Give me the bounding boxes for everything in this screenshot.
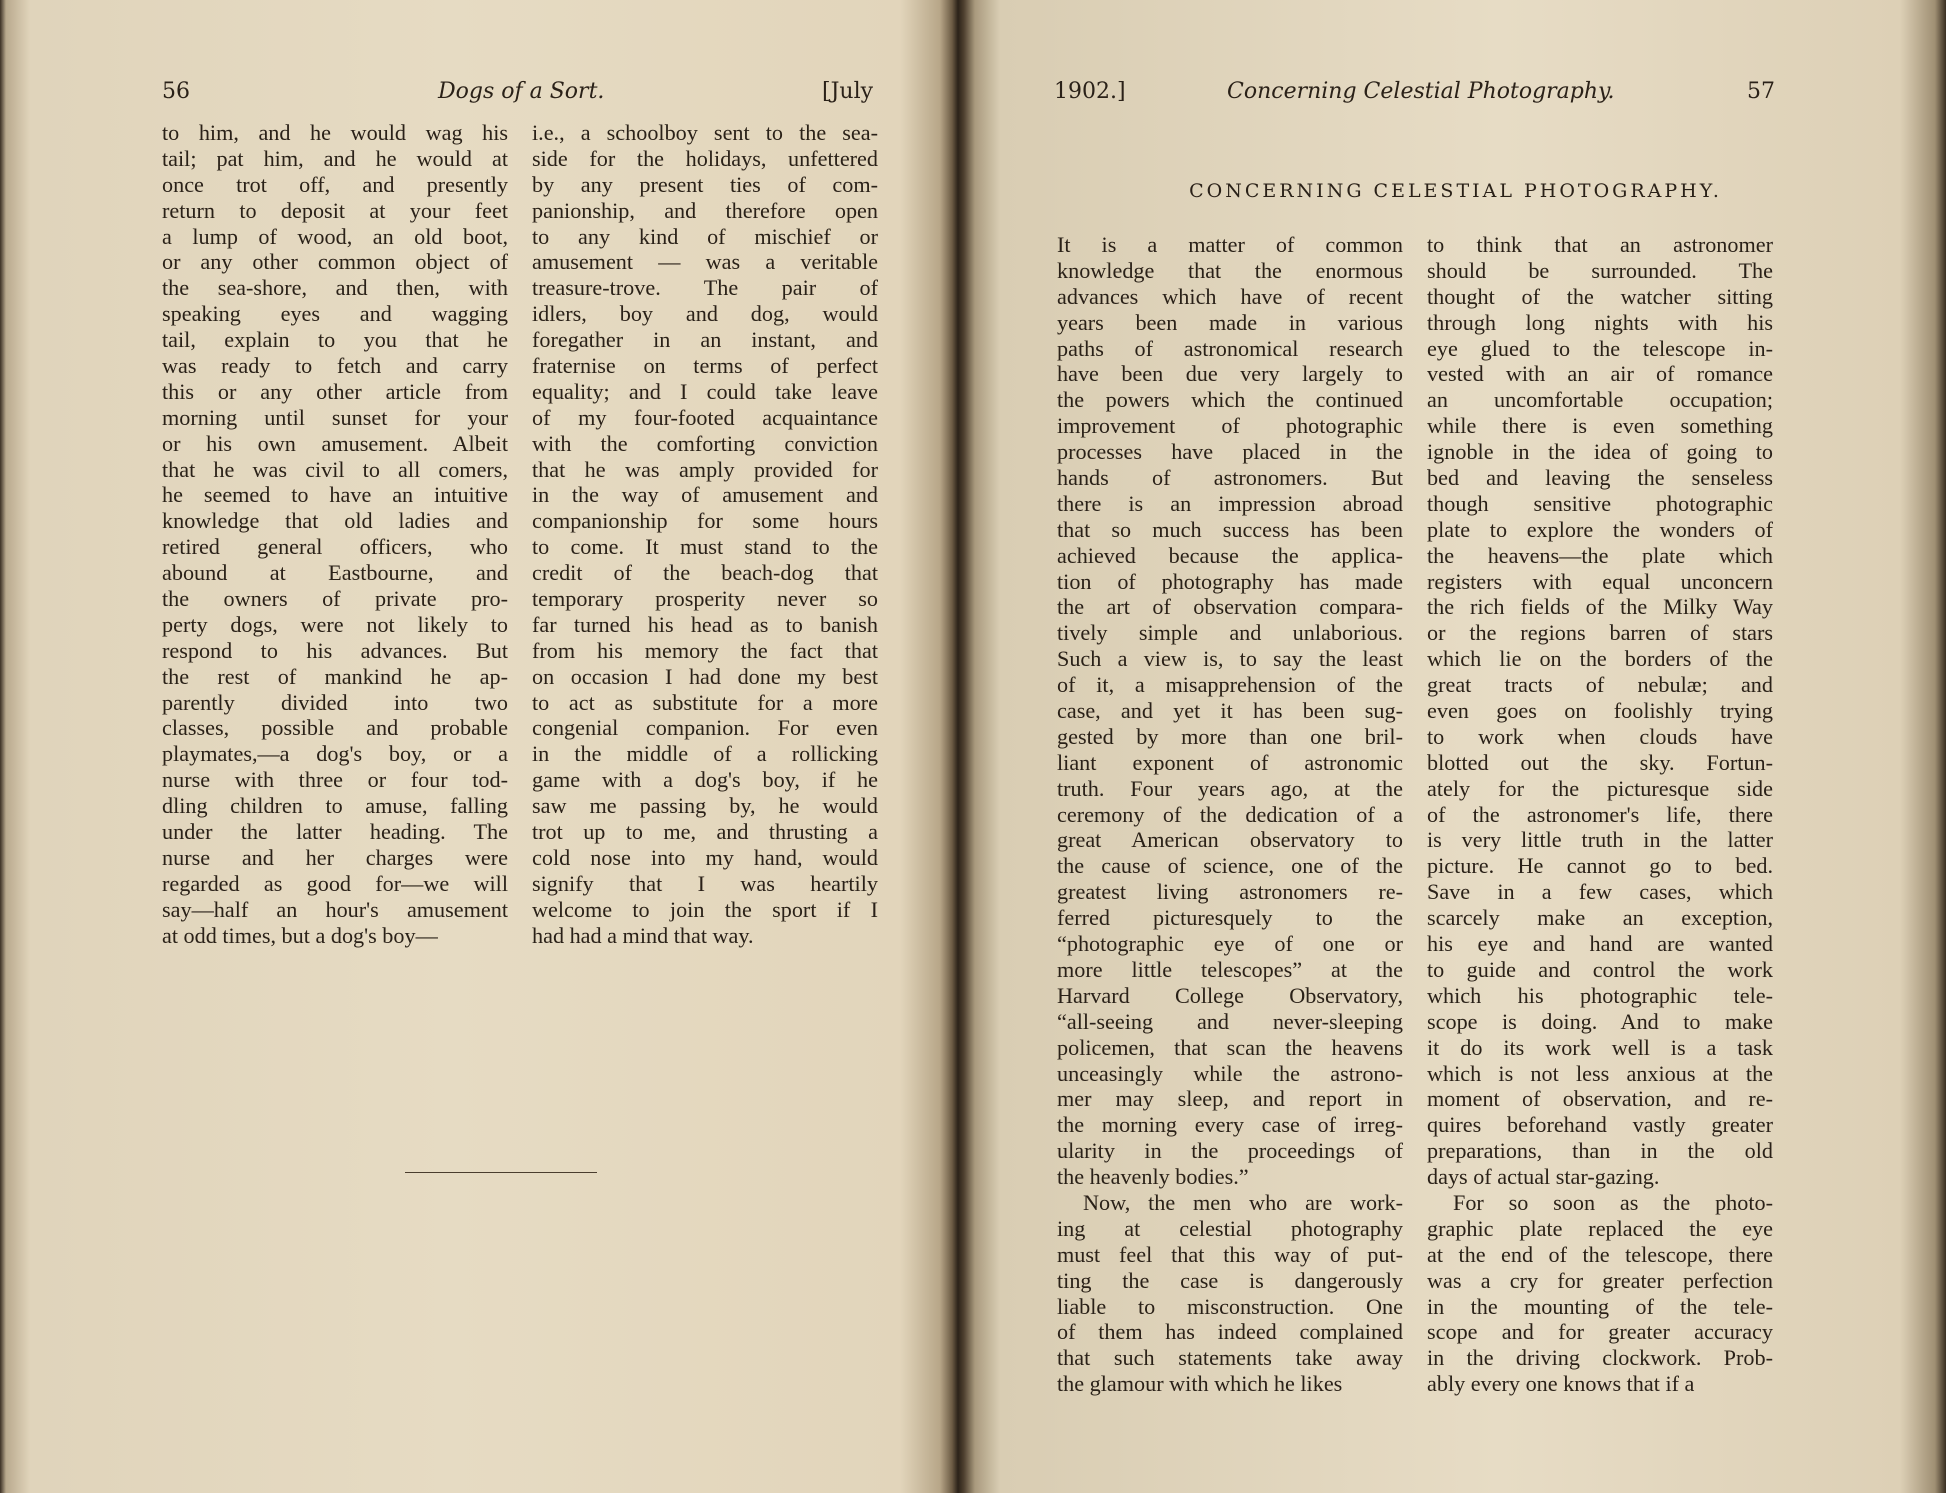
text-line: or the regions barren of stars <box>1427 620 1773 646</box>
text-line: registers with equal unconcern <box>1427 568 1773 594</box>
text-line: temporary prosperity never so <box>532 586 878 612</box>
text-line: It is a matter of common <box>1057 232 1403 257</box>
text-line: picture. He cannot go to bed. <box>1427 853 1773 879</box>
text-line: dling children to amuse, falling <box>162 793 508 819</box>
text-line: the owners of private pro- <box>162 586 508 612</box>
text-line: return to deposit at your feet <box>162 197 508 223</box>
text-line: knowledge that the enormous <box>1057 257 1403 283</box>
text-line: from his memory the fact that <box>532 637 878 663</box>
text-line: ularity in the proceedings of <box>1057 1138 1403 1164</box>
page-number: 57 <box>1747 79 1775 104</box>
text-line: welcome to join the sport if I <box>532 896 878 922</box>
text-line: For so soon as the photo- <box>1453 1189 1773 1215</box>
text-line: which is not less anxious at the <box>1427 1060 1773 1086</box>
text-line: cold nose into my hand, would <box>532 844 878 870</box>
running-date: [July <box>822 79 874 104</box>
text-line: respond to his advances. But <box>162 637 508 663</box>
text-line: in the middle of a rollicking <box>532 741 878 767</box>
text-line: gested by more than one bril- <box>1057 723 1403 749</box>
text-line: at the end of the telescope, there <box>1427 1241 1773 1267</box>
text-line: retired general officers, who <box>162 534 508 560</box>
text-line: game with a dog's boy, if he <box>532 767 878 793</box>
text-line: once trot off, and presently <box>162 171 508 197</box>
text-line: regarded as good for—we will <box>162 870 508 896</box>
page-number: 56 <box>162 79 190 104</box>
text-line: is very little truth in the latter <box>1427 827 1773 853</box>
text-line: i.e., a schoolboy sent to the sea- <box>532 120 878 145</box>
text-line: to think that an astronomer <box>1427 232 1773 257</box>
text-line: the rest of mankind he ap- <box>162 663 508 689</box>
text-line: side for the holidays, unfettered <box>532 145 878 171</box>
text-line: in the driving clockwork. Prob- <box>1427 1345 1773 1371</box>
text-line: nurse and her charges were <box>162 844 508 870</box>
text-line: policemen, that scan the heavens <box>1057 1034 1403 1060</box>
text-line: thought of the watcher sitting <box>1427 283 1773 309</box>
text-line: under the latter heading. The <box>162 819 508 845</box>
text-line: the glamour with which he likes <box>1057 1371 1343 1397</box>
text-line: speaking eyes and wagging <box>162 301 508 327</box>
text-line: playmates,—a dog's boy, or a <box>162 741 508 767</box>
text-line: more little telescopes” at the <box>1057 956 1403 982</box>
text-line: ignoble in the idea of going to <box>1427 439 1773 465</box>
text-line: ting the case is dangerously <box>1057 1267 1403 1293</box>
text-line: the art of observation compara- <box>1057 594 1403 620</box>
text-line: in the mounting of the tele- <box>1427 1293 1773 1319</box>
text-line: have been due very largely to <box>1057 361 1403 387</box>
text-line: signify that I was heartily <box>532 870 878 896</box>
text-line: treasure-trove. The pair of <box>532 275 878 301</box>
text-line: in the way of amusement and <box>532 482 878 508</box>
text-line: “all-seeing and never-sleeping <box>1057 1008 1403 1034</box>
text-column-1 <box>1057 232 1403 1397</box>
running-title: Dogs of a Sort. <box>438 79 605 104</box>
text-line: the sea-shore, and then, with <box>162 275 508 301</box>
text-line: which his photographic tele- <box>1427 982 1773 1008</box>
text-line: ately for the picturesque side <box>1427 775 1773 801</box>
text-line: classes, possible and probable <box>162 715 508 741</box>
text-line: abound at Eastbourne, and <box>162 560 508 586</box>
text-line: the rich fields of the Milky Way <box>1427 594 1773 620</box>
text-line: Save in a few cases, which <box>1427 879 1773 905</box>
text-line: parently divided into two <box>162 689 508 715</box>
text-line: Now, the men who are work- <box>1083 1189 1403 1215</box>
text-line: nurse with three or four tod- <box>162 767 508 793</box>
text-line: this or any other article from <box>162 378 508 404</box>
text-line: ing at celestial photography <box>1057 1215 1403 1241</box>
text-line: by any present ties of com- <box>532 171 878 197</box>
text-line: credit of the beach-dog that <box>532 560 878 586</box>
text-line: even goes on foolishly trying <box>1427 698 1773 724</box>
text-line: Such a view is, to say the least <box>1057 646 1403 672</box>
text-line: was a cry for greater perfection <box>1427 1267 1773 1293</box>
right-page <box>965 0 1946 1493</box>
text-line: far turned his head as to banish <box>532 611 878 637</box>
text-line: was ready to fetch and carry <box>162 353 508 379</box>
text-line: “photographic eye of one or <box>1057 931 1403 957</box>
text-line: idlers, boy and dog, would <box>532 301 878 327</box>
text-line: through long nights with his <box>1427 309 1773 335</box>
text-line: blotted out the sky. Fortun- <box>1427 749 1773 775</box>
text-line: at odd times, but a dog's boy— <box>162 922 438 948</box>
text-line: to any kind of mischief or <box>532 223 878 249</box>
text-line: though sensitive photographic <box>1427 490 1773 516</box>
text-line: fraternise on terms of perfect <box>532 353 878 379</box>
text-line: on occasion I had done my best <box>532 663 878 689</box>
text-line: had had a mind that way. <box>532 922 754 948</box>
text-line: tion of photography has made <box>1057 568 1403 594</box>
text-line: great American observatory to <box>1057 827 1403 853</box>
end-rule <box>405 1172 597 1173</box>
text-line: scope is doing. And to make <box>1427 1008 1773 1034</box>
text-line: congenial companion. For even <box>532 715 878 741</box>
text-line: it do its work well is a task <box>1427 1034 1773 1060</box>
running-head <box>965 72 1946 112</box>
text-line: liant exponent of astronomic <box>1057 749 1403 775</box>
section-title: CONCERNING CELESTIAL PHOTOGRAPHY. <box>1189 180 1722 202</box>
text-line: that such statements take away <box>1057 1345 1403 1371</box>
text-line: to act as substitute for a more <box>532 689 878 715</box>
text-line: he seemed to have an intuitive <box>162 482 508 508</box>
text-line: should be surrounded. The <box>1427 257 1773 283</box>
text-line: improvement of photographic <box>1057 413 1403 439</box>
text-line: must feel that this way of put- <box>1057 1241 1403 1267</box>
text-line: his eye and hand are wanted <box>1427 931 1773 957</box>
text-line: of them has indeed complained <box>1057 1319 1403 1345</box>
text-line: or any other common object of <box>162 249 508 275</box>
text-line: panionship, and therefore open <box>532 197 878 223</box>
left-page <box>0 0 950 1493</box>
text-line: to work when clouds have <box>1427 723 1773 749</box>
text-line: graphic plate replaced the eye <box>1427 1215 1773 1241</box>
text-line: vested with an air of romance <box>1427 361 1773 387</box>
text-line: liable to misconstruction. One <box>1057 1293 1403 1319</box>
text-line: equality; and I could take leave <box>532 378 878 404</box>
text-line: mer may sleep, and report in <box>1057 1086 1403 1112</box>
text-line: of it, a misapprehension of the <box>1057 672 1403 698</box>
text-line: of the astronomer's life, there <box>1427 801 1773 827</box>
running-title: Concerning Celestial Photography. <box>1227 79 1615 104</box>
text-line: to him, and he would wag his <box>162 120 508 145</box>
text-line: of my four-footed acquaintance <box>532 404 878 430</box>
text-column-2 <box>532 120 878 949</box>
running-head <box>0 72 950 112</box>
text-line: that he was civil to all comers, <box>162 456 508 482</box>
text-line: paths of astronomical research <box>1057 335 1403 361</box>
text-line: that he was amply provided for <box>532 456 878 482</box>
text-line: the heavens—the plate which <box>1427 542 1773 568</box>
text-line: greatest living astronomers re- <box>1057 879 1403 905</box>
text-line: quires beforehand vastly greater <box>1427 1112 1773 1138</box>
text-line: the cause of science, one of the <box>1057 853 1403 879</box>
text-line: trot up to me, and thrusting a <box>532 819 878 845</box>
text-line: foregather in an instant, and <box>532 327 878 353</box>
text-line: saw me passing by, he would <box>532 793 878 819</box>
text-line: case, and yet it has been sug- <box>1057 698 1403 724</box>
text-column-2 <box>1427 232 1773 1397</box>
text-line: tail, explain to you that he <box>162 327 508 353</box>
text-line: companionship for some hours <box>532 508 878 534</box>
text-line: scope and for greater accuracy <box>1427 1319 1773 1345</box>
text-line: there is an impression abroad <box>1057 490 1403 516</box>
text-line: knowledge that old ladies and <box>162 508 508 534</box>
text-line: preparations, than in the old <box>1427 1138 1773 1164</box>
text-line: moment of observation, and re- <box>1427 1086 1773 1112</box>
text-line: achieved because the applica- <box>1057 542 1403 568</box>
text-line: plate to explore the wonders of <box>1427 516 1773 542</box>
text-line: scarcely make an exception, <box>1427 905 1773 931</box>
text-line: unceasingly while the astrono- <box>1057 1060 1403 1086</box>
text-line: with the comforting conviction <box>532 430 878 456</box>
text-line: a lump of wood, an old boot, <box>162 223 508 249</box>
text-line: or his own amusement. Albeit <box>162 430 508 456</box>
text-line: days of actual star-gazing. <box>1427 1164 1660 1190</box>
text-line: eye glued to the telescope in- <box>1427 335 1773 361</box>
text-line: ably every one knows that if a <box>1427 1371 1695 1397</box>
text-line: that so much success has been <box>1057 516 1403 542</box>
text-line: processes have placed in the <box>1057 439 1403 465</box>
text-line: bed and leaving the senseless <box>1427 465 1773 491</box>
text-line: Harvard College Observatory, <box>1057 982 1403 1008</box>
text-line: which lie on the borders of the <box>1427 646 1773 672</box>
text-line: to come. It must stand to the <box>532 534 878 560</box>
text-line: ferred picturesquely to the <box>1057 905 1403 931</box>
text-line: great tracts of nebulæ; and <box>1427 672 1773 698</box>
text-line: hands of astronomers. But <box>1057 465 1403 491</box>
text-line: morning until sunset for your <box>162 404 508 430</box>
text-line: to guide and control the work <box>1427 956 1773 982</box>
text-line: tail; pat him, and he would at <box>162 145 508 171</box>
text-line: ceremony of the dedication of a <box>1057 801 1403 827</box>
text-line: amusement — was a veritable <box>532 249 878 275</box>
text-line: the powers which the continued <box>1057 387 1403 413</box>
text-line: while there is even something <box>1427 413 1773 439</box>
text-line: say—half an hour's amusement <box>162 896 508 922</box>
text-line: truth. Four years ago, at the <box>1057 775 1403 801</box>
text-line: the heavenly bodies.” <box>1057 1164 1249 1190</box>
text-column-1 <box>162 120 508 949</box>
text-line: years been made in various <box>1057 309 1403 335</box>
page-date: 1902.] <box>1054 79 1126 104</box>
text-line: an uncomfortable occupation; <box>1427 387 1773 413</box>
text-line: advances which have of recent <box>1057 283 1403 309</box>
text-line: the morning every case of irreg- <box>1057 1112 1403 1138</box>
text-line: tively simple and unlaborious. <box>1057 620 1403 646</box>
text-line: perty dogs, were not likely to <box>162 611 508 637</box>
